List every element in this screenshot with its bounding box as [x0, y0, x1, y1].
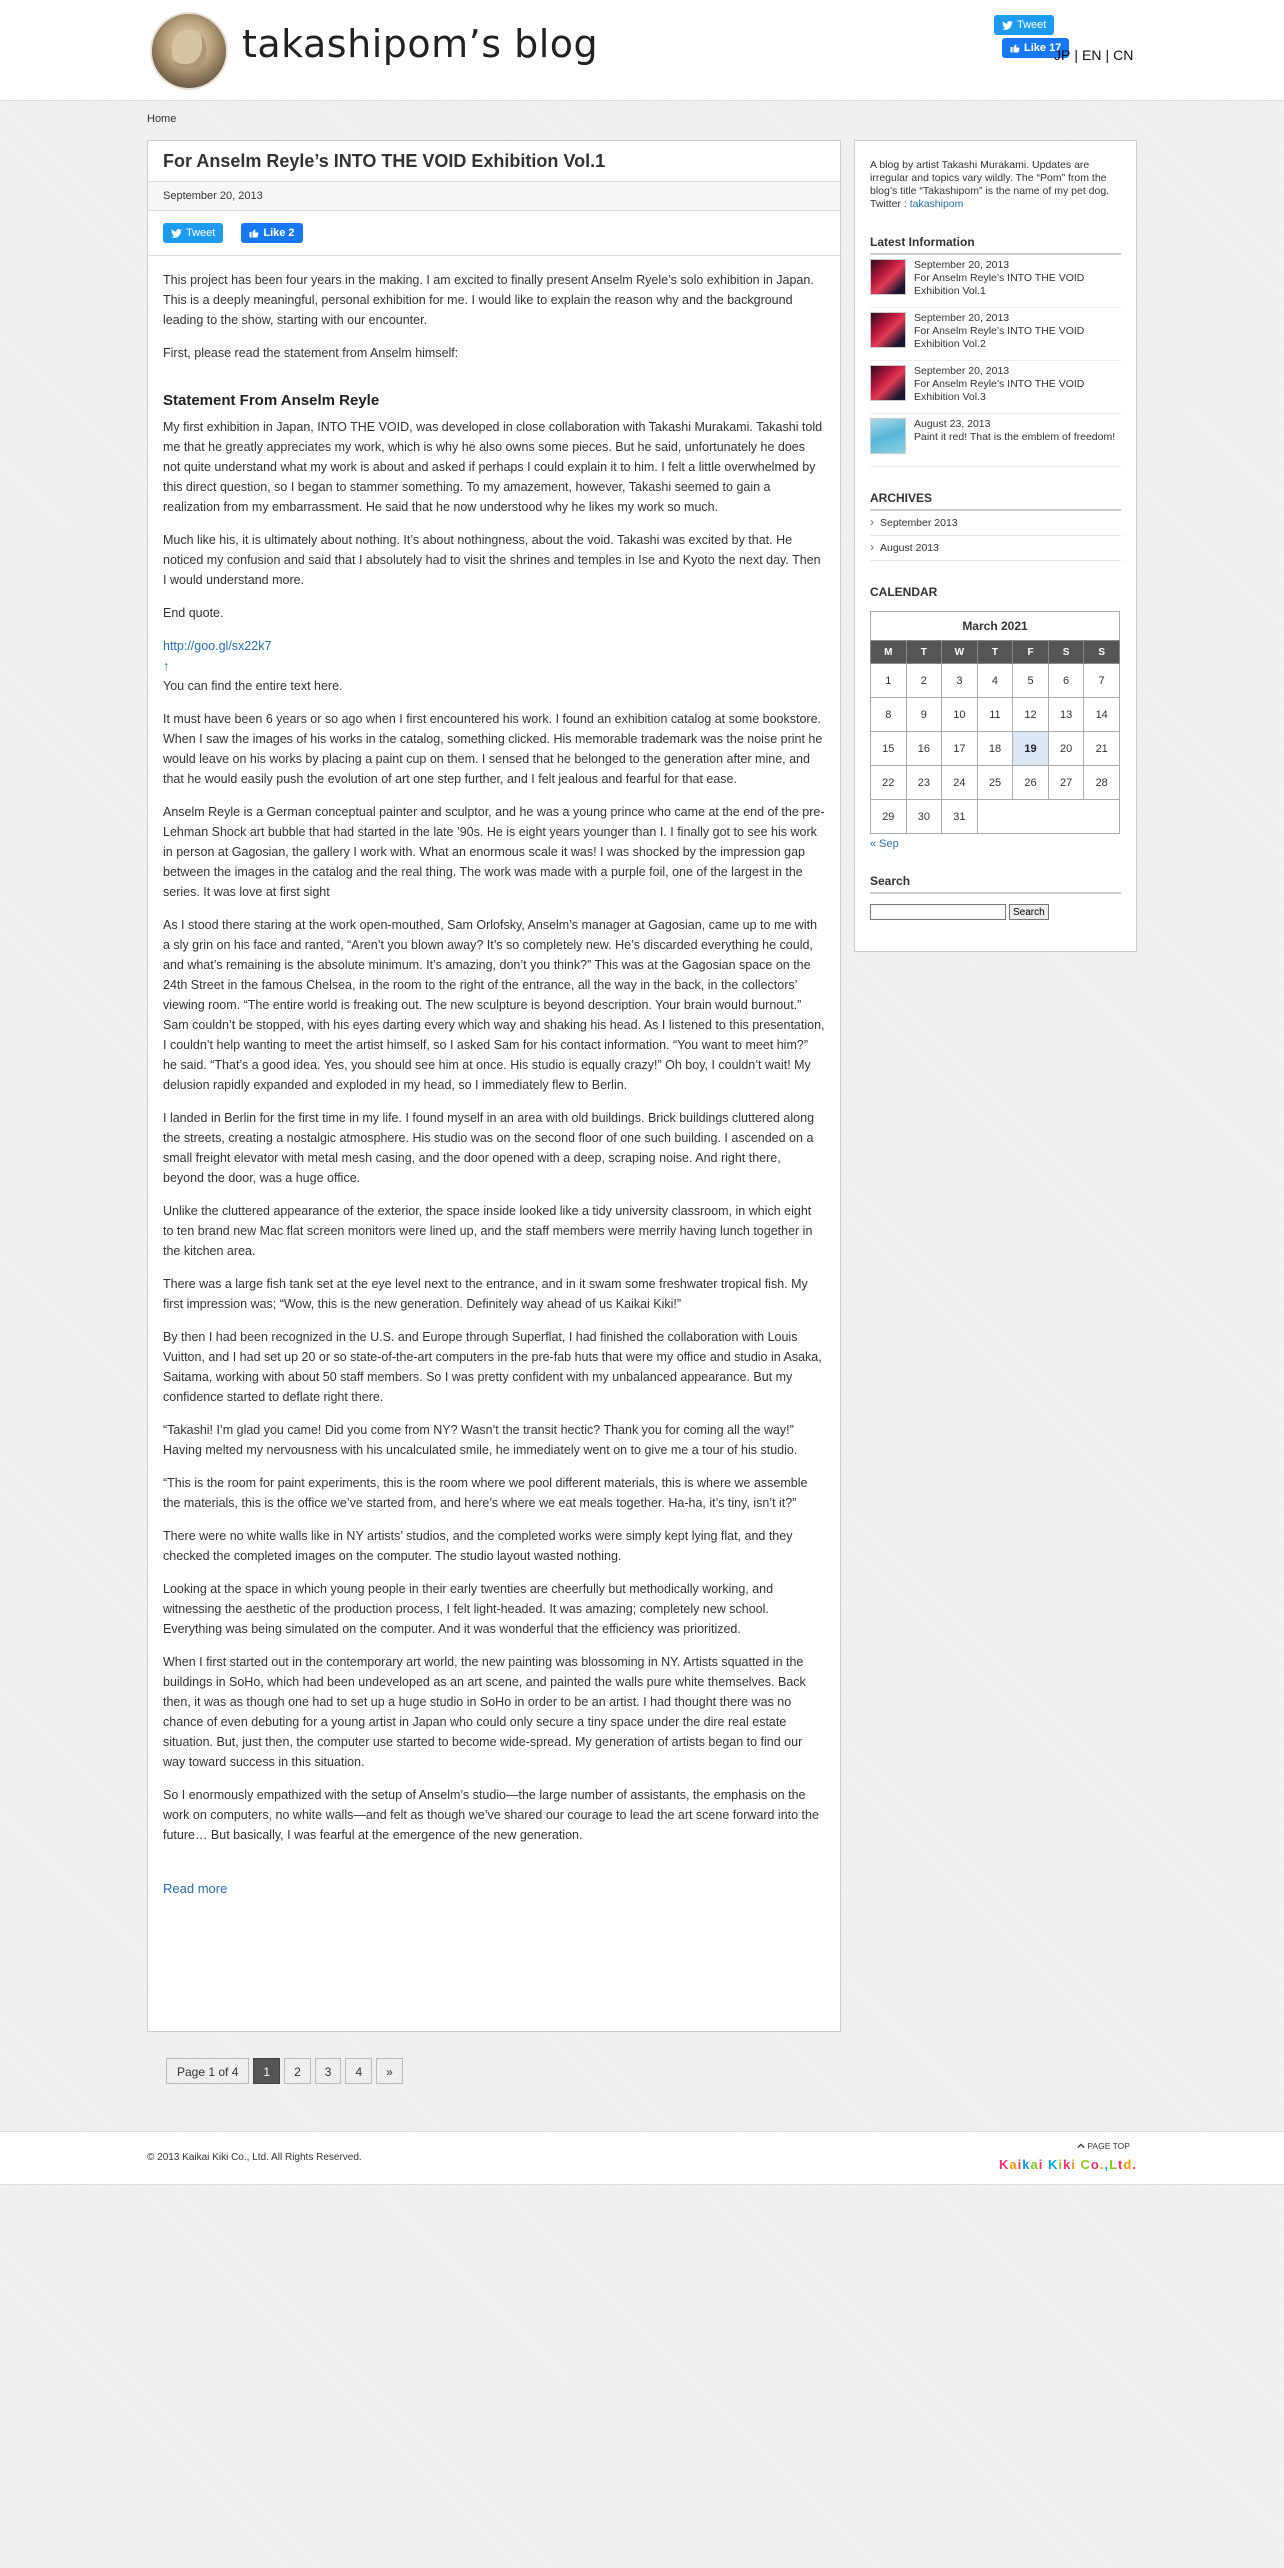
pagination-label: Page 1 of 4 [166, 2058, 249, 2084]
post-paragraph: “Takashi! I’m glad you came! Did you come from NY? Wasn’t the transit hectic? Thank you for coming all the way!” Having melted my nervousness with his uncalculated smile, he immediately went on to give me a tour of his studio. [163, 1423, 798, 1457]
latest-item[interactable] [870, 361, 1121, 414]
latest-date: September 20, 2013 [914, 312, 1010, 324]
logo-letter: a [1009, 2157, 1018, 2172]
post-content [148, 256, 840, 1899]
calendar-weekday: M [871, 641, 907, 664]
share-bar [148, 211, 840, 256]
calendar-day: 2 [906, 664, 942, 698]
header-tweet-label: Tweet [1017, 19, 1047, 31]
page-top-link[interactable] [1077, 2141, 1130, 2151]
calendar-prev-text[interactable]: « Sep [870, 838, 899, 850]
calendar-weekday: W [942, 641, 978, 664]
calendar-day: 10 [942, 698, 978, 732]
latest-item[interactable] [870, 308, 1121, 361]
logo-letter: o [1090, 2157, 1100, 2172]
post-paragraph: There were no white walls like in NY artists’ studios, and the completed works were simply kept lying flat, and they checked the completed images on the computer. The studio layout wasted nothing. [163, 1529, 793, 1563]
logo-letter: k [1062, 2157, 1072, 2172]
calendar-day: 4 [977, 664, 1013, 698]
latest-date: September 20, 2013 [914, 365, 1010, 377]
logo-letter: i [1058, 2157, 1063, 2172]
post-paragraph: Looking at the space in which young people in their early twenties are cheerfully but methodically working, and witnessing the aesthetic of the production process, I felt light-headed. It was amazing; completely new school. Everything was being simulated on the computer. And it was wonderful that the efficiency was prioritized. [163, 1582, 774, 1636]
lang-separator: | [1105, 47, 1110, 63]
latest-thumbnail[interactable] [870, 365, 906, 401]
post-paragraph: By then I had been recognized in the U.S. and Europe through Superflat, I had finished the collaboration with Louis Vuitton, and I had set up 20 or so state-of-the-art computers in the pre-fab huts that were my office and studio in Asaka, Saitama, working with about 50 staff members. So I was pretty confident with my unbalanced appearance. But my confidence started to deflate right there. [163, 1330, 822, 1404]
logo-letter: i [1038, 2157, 1044, 2172]
calendar-day-today: 19 [1013, 732, 1049, 766]
calendar-month: March 2021 [870, 611, 1120, 640]
post-article [147, 140, 841, 2032]
source-link-note: You can find the entire text here. [163, 679, 343, 693]
post-paragraph: Unlike the cluttered appearance of the exterior, the space inside looked like a tidy university classroom, in which eight to ten brand new Mac flat screen monitors were lined up, and the staff members were merrily having lunch together in the kitchen area. [163, 1204, 813, 1258]
source-link-line [163, 636, 825, 656]
latest-date: August 23, 2013 [914, 418, 991, 430]
lang-cn-link[interactable]: CN [1113, 47, 1134, 63]
calendar-weekday: S [1084, 641, 1120, 664]
site-title[interactable]: takashipom’s blog [242, 22, 599, 66]
latest-date: September 20, 2013 [914, 259, 1010, 271]
search-title: Search [870, 874, 1121, 894]
twitter-bird-icon [171, 229, 182, 238]
calendar-day: 20 [1048, 732, 1084, 766]
lang-jp-link[interactable]: JP [1054, 47, 1071, 63]
calendar-prev-link[interactable] [870, 838, 1121, 850]
about-text: A blog by artist Takashi Murakami. Updates are irregular and topics vary wildly. The “Pom” from the blog’s title “Takashipom” is the name of my pet dog. [870, 159, 1110, 197]
calendar-day: 21 [1084, 732, 1120, 766]
calendar-title: CALENDAR [870, 585, 938, 599]
post-paragraph: I landed in Berlin for the first time in my life. I found myself in an area with old buildings. Brick buildings cluttered along the streets, creating a nostalgic atmosphere. His studio was on the second floor of one such building. I ascended on a small freight elevator with metal mesh casing, and the door opened with a deep, scraping noise. And right there, beyond the door, was a huge office. [163, 1111, 815, 1185]
logo-letter: K [999, 2157, 1010, 2172]
post-paragraph: It must have been 6 years or so ago when I first encountered his work. I found an exhibition catalog at some bookstore. When I saw the images of his works in the catalog, something clicked. His memorable trademark was the noise print he would leave on his works by placing a paint cup on them. I sensed that he belonged to the generation after mine, and that he would easily push the evolution of art one step further, and I felt jealous and fearful for that ease. [163, 712, 823, 786]
up-arrow: ↑ [163, 659, 170, 673]
calendar-day: 14 [1084, 698, 1120, 732]
twitter-label: Twitter : [870, 198, 907, 210]
post-paragraph: Anselm Reyle is a German conceptual painter and sculptor, and he was a young prince who came at the end of the pre-Lehman Shock art bubble that had started in the late ’90s. He is eight years younger than I. I finally got to see his work in person at Gagosian, the gallery I work with. What an enormous scale it was! I was shocked by the impression gap between the images in the catalog and the real thing. The work was made with a purple foil, one of the largest in the series. It was love at first sight [163, 805, 825, 899]
post-tweet-button[interactable] [163, 223, 223, 243]
page-2-button[interactable]: 2 [284, 2058, 311, 2084]
page-4-button[interactable]: 4 [345, 2058, 372, 2084]
sidebar [854, 140, 1137, 952]
latest-title[interactable]: For Anselm Reyle’s INTO THE VOID Exhibition Vol.1 [914, 272, 1085, 297]
twitter-handle-link[interactable]: takashipom [909, 198, 964, 210]
site-header [0, 0, 1284, 101]
post-paragraph: There was a large fish tank set at the eye level next to the entrance, and in it swam some freshwater tropical fish. My first impression was; “Wow, this is the new generation. Definitely way ahead of us Kaikai Kiki!” [163, 1277, 808, 1311]
language-switcher [1052, 47, 1135, 63]
calendar-day: 24 [942, 766, 978, 800]
logo-letter: a [1030, 2157, 1039, 2172]
calendar-day: 3 [942, 664, 978, 698]
logo-letter: K [1047, 2157, 1059, 2172]
calendar-day: 31 [942, 800, 978, 834]
archive-link-september-2013[interactable]: › September 2013 [870, 511, 1121, 536]
logo-letter: C [1080, 2157, 1091, 2172]
latest-thumbnail[interactable] [870, 259, 906, 295]
logo-letter: d [1123, 2157, 1133, 2172]
calendar-day: 27 [1048, 766, 1084, 800]
calendar-weekday: F [1013, 641, 1049, 664]
post-paragraph: This project has been four years in the making. I am excited to finally present Anselm Ryele’s solo exhibition in Japan. This is a deeply meaningful, personal exhibition for me. I would like to explain the reason why and the background leading to the show, starting with our encounter. [163, 273, 814, 327]
search-button[interactable]: Search [1009, 904, 1049, 920]
latest-info-title: Latest Information [870, 235, 1121, 255]
page-1-button[interactable]: 1 [253, 2058, 280, 2084]
post-paragraph: When I first started out in the contemporary art world, the new painting was blossoming in NY. Artists squatted in the buildings in SoHo, which had been undeveloped as an art scene, and painted the walls pure white themselves. Back then, it was as though one had to set up a huge studio in SoHo in order to be an artist. I had thought there was no chance of even debuting for a young artist in Japan who could only secure a tiny space under the dire real estate situation. But, just then, the computer use started to become wide-spread. My generation of artists began to find our way toward success in this situation. [163, 1655, 806, 1769]
latest-thumbnail[interactable] [870, 418, 906, 454]
calendar-day: 30 [906, 800, 942, 834]
latest-title[interactable]: For Anselm Reyle’s INTO THE VOID Exhibition Vol.3 [914, 378, 1085, 403]
search-form [870, 904, 1121, 920]
post-title[interactable]: For Anselm Reyle’s INTO THE VOID Exhibition Vol.1 [148, 141, 840, 182]
calendar-empty-cell [977, 800, 1119, 834]
logo-letter: k [1022, 2157, 1031, 2172]
logo-letter: . [1132, 2157, 1137, 2172]
calendar-day: 8 [871, 698, 907, 732]
post-tweet-label: Tweet [186, 227, 216, 239]
logo-letter: i [1017, 2157, 1023, 2172]
post-paragraph: First, please read the statement from Anselm himself: [163, 346, 459, 360]
logo-letter: . [1099, 2157, 1105, 2172]
calendar-day: 1 [871, 664, 907, 698]
calendar-day: 5 [1013, 664, 1049, 698]
calendar [870, 611, 1120, 834]
latest-item[interactable] [870, 255, 1121, 308]
latest-title[interactable]: Paint it red! That is the emblem of freedom! [914, 431, 1116, 443]
post-paragraph: Much like his, it is ultimately about nothing. It’s about nothingness, about the void. Takashi was excited by that. He noticed my confusion and said that I absolutely had to visit the shrines and temples in Ise and Kyoto the next day. Then I would understand more. [163, 533, 821, 587]
logo-letter: L [1109, 2157, 1119, 2172]
calendar-day: 17 [942, 732, 978, 766]
chevron-up-icon [1077, 2143, 1085, 2149]
lang-en-link[interactable]: EN [1081, 47, 1102, 63]
breadcrumb [147, 113, 176, 125]
post-paragraph: As I stood there staring at the work open-mouthed, Sam Orlofsky, Anselm’s manager at Gagosian, came up to me with a sly grin on his face and ranted, “Aren’t you blown away? It’s so completely new. He’s discarded everything he could, and what’s remaining is the absolute minimum. It’s amazing, don’t you think?” This was at the Gagosian space on the 24th Street in the famous Chelsea, in the room to the right of the entrance, all the way in the back, in the collectors’ viewing room. “The entire world is freaking out. The new sculpture is beyond description. Your brain would burnout.” Sam couldn’t be stopped, with his eyes darting every which way and shaking his head. As I listened to this presentation, I couldn’t help wanting to meet the artist himself, so I asked Sam for his contact information. “You want to meet him?” he said. “That’s a good idea. Yes, you should see him at once. His studio is equally crazy!” Oh boy, I couldn’t wait! My delusion rapidly expanded and exploded in my head, so I immediately flew to Berlin. [163, 918, 825, 1092]
calendar-weekday: T [906, 641, 942, 664]
calendar-day: 22 [871, 766, 907, 800]
thumbs-up-icon [249, 228, 259, 238]
site-footer [0, 2131, 1284, 2185]
post-date: September 20, 2013 [148, 182, 840, 211]
logo-letter: , [1104, 2157, 1110, 2172]
lang-separator: | [1074, 47, 1078, 63]
post-like-label: Like 2 [263, 227, 295, 239]
calendar-weekday: T [977, 641, 1013, 664]
avatar[interactable] [150, 12, 228, 90]
logo-letter: t [1118, 2157, 1124, 2172]
calendar-day: 26 [1013, 766, 1049, 800]
kaikai-kiki-logo[interactable] [999, 2157, 1137, 2172]
page-3-button[interactable]: 3 [315, 2058, 342, 2084]
header-tweet-button[interactable] [994, 15, 1054, 35]
calendar-day: 12 [1013, 698, 1049, 732]
archive-link-august-2013[interactable]: › August 2013 [870, 536, 1121, 561]
thumbs-up-icon [1010, 43, 1020, 53]
calendar-day: 16 [906, 732, 942, 766]
post-paragraph: End quote. [163, 606, 224, 620]
latest-title[interactable]: For Anselm Reyle’s INTO THE VOID Exhibition Vol.2 [914, 325, 1085, 350]
post-like-button[interactable] [241, 223, 302, 243]
logo-letter: i [1071, 2157, 1076, 2172]
statement-heading: Statement From Anselm Reyle [163, 392, 380, 409]
calendar-day: 6 [1048, 664, 1084, 698]
header-like-label: Like 17 [1024, 42, 1062, 54]
calendar-day: 25 [977, 766, 1013, 800]
calendar-day: 15 [871, 732, 907, 766]
pagination [166, 2058, 403, 2084]
post-paragraph: “This is the room for paint experiments, this is the room where we pool different materials, this is where we assemble the materials, this is the office we’ve started from, and here’s where we eat meals together. Ha-ha, it’s tiny, isn’t it?” [163, 1476, 808, 1510]
avatar-photo [172, 30, 206, 70]
page-top-label: PAGE TOP [1087, 2141, 1130, 2151]
calendar-day: 28 [1084, 766, 1120, 800]
next-page-button[interactable]: » [376, 2058, 403, 2084]
calendar-day: 18 [977, 732, 1013, 766]
latest-item[interactable] [870, 414, 1121, 467]
calendar-day: 7 [1084, 664, 1120, 698]
calendar-day: 9 [906, 698, 942, 732]
twitter-bird-icon [1002, 21, 1013, 30]
read-more-link[interactable]: Read more [163, 1881, 228, 1896]
calendar-day: 13 [1048, 698, 1084, 732]
post-paragraph: So I enormously empathized with the setup of Anselm’s studio—the large number of assistants, the emphasis on the work on computers, no white walls—and felt as though we’ve shared our courage to lead the art scene forward into the future… But basically, I was fearful at the emergence of the new generation. [163, 1788, 819, 1842]
copyright: © 2013 Kaikai Kiki Co., Ltd. All Rights Reserved. [147, 2152, 362, 2163]
latest-thumbnail[interactable] [870, 312, 906, 348]
calendar-day: 23 [906, 766, 942, 800]
search-input[interactable] [870, 904, 1006, 920]
post-paragraph: My first exhibition in Japan, INTO THE VOID, was developed in close collaboration with Takashi Murakami. Takashi told me that he greatly appreciates my work, which is why he also owns some pieces. But he said, unfortunately he does not quite understand what my work is about and asked if perhaps I could explain it to him. I felt a little overwhelmed by this direct question, so I began to stammer something. To my amazement, however, Takashi seemed to gain a realization from my embarrassment. He said that he now understood why he likes my work so much. [163, 420, 823, 514]
calendar-day: 11 [977, 698, 1013, 732]
source-link[interactable]: http://goo.gl/sx22k7 [163, 639, 272, 653]
calendar-day: 29 [871, 800, 907, 834]
calendar-weekday: S [1048, 641, 1084, 664]
breadcrumb-home-link[interactable]: Home [147, 113, 177, 125]
archives-title: ARCHIVES [870, 491, 1121, 511]
blog-description [870, 159, 1121, 211]
